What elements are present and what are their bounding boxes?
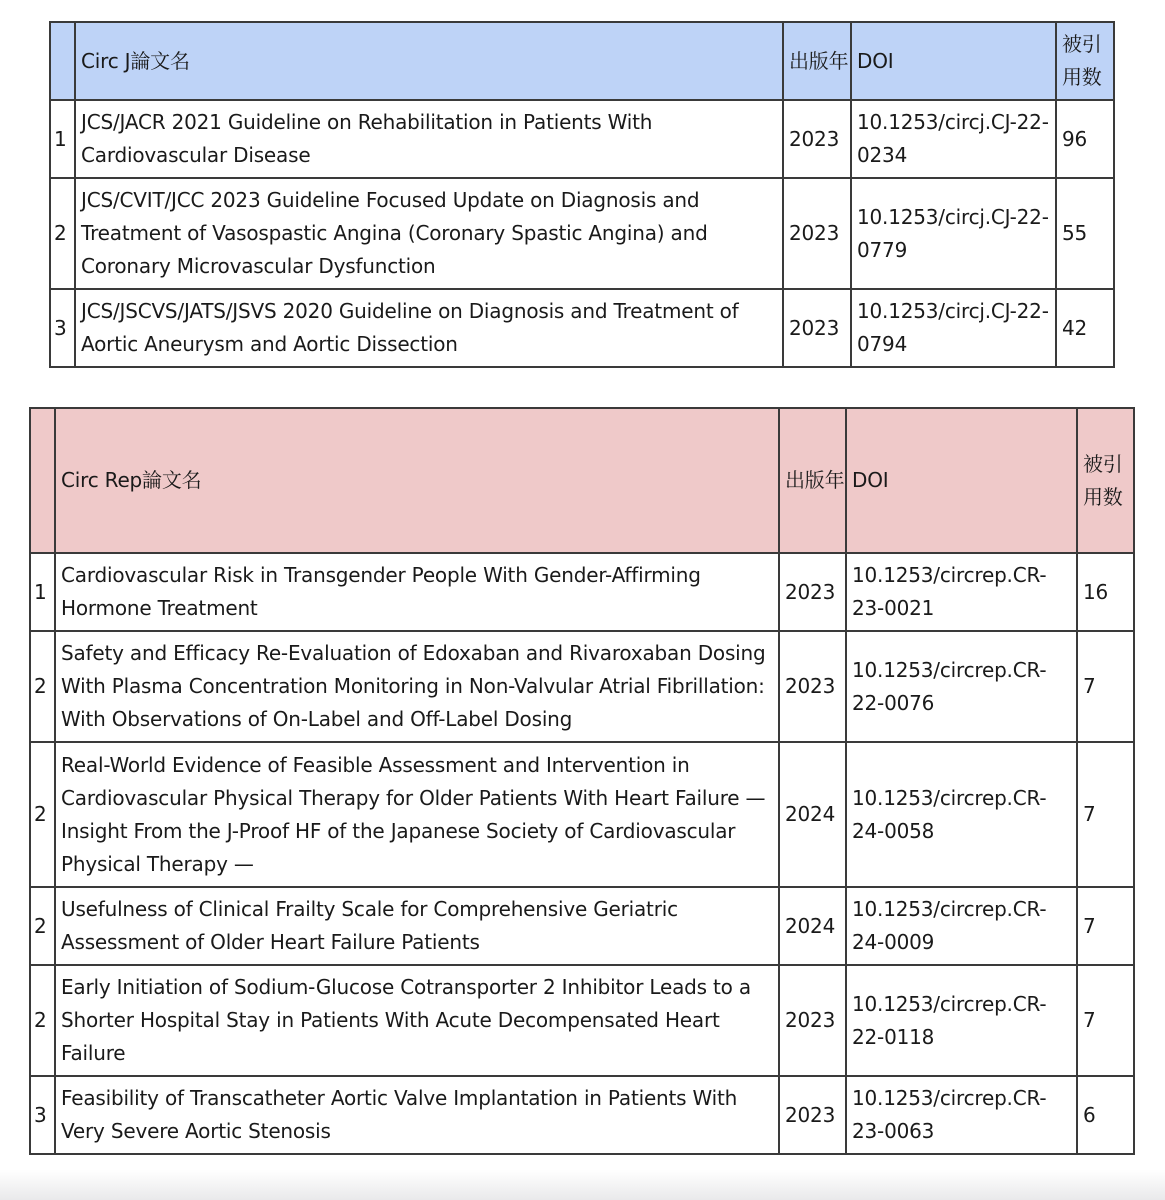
circ-rep-table (29, 407, 1135, 1155)
doi-cell: 10.1253/circrep.CR-24-0009 (846, 887, 1077, 965)
citations-cell: 7 (1077, 631, 1134, 742)
table-header-row (50, 22, 1114, 100)
doi-cell: 10.1253/circj.CJ-22-0794 (851, 289, 1056, 367)
doi-cell: 10.1253/circj.CJ-22-0234 (851, 100, 1056, 178)
table-row (50, 289, 1114, 367)
year-cell: 2023 (783, 178, 851, 289)
title-cell: JCS/CVIT/JCC 2023 Guideline Focused Update on Diagnosis and Treatment of Vasospastic Angina (Coronary Spastic Angina) and Coronary Microvascular Dysfunction (75, 178, 783, 289)
rank-cell: 2 (30, 965, 55, 1076)
rank-cell: 1 (50, 100, 75, 178)
rank-cell: 3 (30, 1076, 55, 1154)
rank-cell: 2 (30, 742, 55, 887)
doi-cell: 10.1253/circrep.CR-22-0118 (846, 965, 1077, 1076)
title-cell: Real-World Evidence of Feasible Assessment and Intervention in Cardiovascular Physical Therapy for Older Patients With Heart Failure — Insight From the J-Proof HF of the Japanese Society of Cardiovascular Physical Therapy — (55, 742, 779, 887)
citations-cell: 7 (1077, 887, 1134, 965)
doi-header: DOI (846, 408, 1077, 553)
doi-cell: 10.1253/circrep.CR-22-0076 (846, 631, 1077, 742)
citations-cell: 96 (1056, 100, 1114, 178)
year-cell: 2024 (779, 742, 846, 887)
citations-cell: 55 (1056, 178, 1114, 289)
year-cell: 2023 (783, 100, 851, 178)
rank-cell: 3 (50, 289, 75, 367)
year-cell: 2023 (779, 965, 846, 1076)
title-header: Circ Rep論文名 (55, 408, 779, 553)
rank-cell: 2 (50, 178, 75, 289)
bottom-edge-shadow (0, 1170, 1165, 1200)
title-cell: Feasibility of Transcatheter Aortic Valve Implantation in Patients With Very Severe Aortic Stenosis (55, 1076, 779, 1154)
title-cell: Usefulness of Clinical Frailty Scale for Comprehensive Geriatric Assessment of Older Heart Failure Patients (55, 887, 779, 965)
doi-cell: 10.1253/circrep.CR-24-0058 (846, 742, 1077, 887)
doi-header: DOI (851, 22, 1056, 100)
title-cell: JCS/JSCVS/JATS/JSVS 2020 Guideline on Diagnosis and Treatment of Aortic Aneurysm and Aortic Dissection (75, 289, 783, 367)
citations-header: 被引用数 (1077, 408, 1134, 553)
citations-cell: 7 (1077, 742, 1134, 887)
rank-cell: 2 (30, 887, 55, 965)
citations-cell: 16 (1077, 553, 1134, 631)
table-row (30, 887, 1134, 965)
index-header (50, 22, 75, 100)
year-cell: 2023 (779, 553, 846, 631)
citations-cell: 6 (1077, 1076, 1134, 1154)
rank-cell: 1 (30, 553, 55, 631)
rank-cell: 2 (30, 631, 55, 742)
circ-j-table (49, 21, 1115, 368)
title-cell: Safety and Efficacy Re-Evaluation of Edoxaban and Rivaroxaban Dosing With Plasma Concentration Monitoring in Non-Valvular Atrial Fibrillation: With Observations of On-Label and Off-Label Dosing (55, 631, 779, 742)
year-cell: 2023 (779, 631, 846, 742)
title-cell: JCS/JACR 2021 Guideline on Rehabilitation in Patients With Cardiovascular Disease (75, 100, 783, 178)
table-row (30, 1076, 1134, 1154)
year-cell: 2024 (779, 887, 846, 965)
title-header: Circ J論文名 (75, 22, 783, 100)
table-row (30, 742, 1134, 887)
year-header: 出版年 (783, 22, 851, 100)
citations-cell: 42 (1056, 289, 1114, 367)
table-row (30, 553, 1134, 631)
citations-header: 被引用数 (1056, 22, 1114, 100)
index-header (30, 408, 55, 553)
year-cell: 2023 (783, 289, 851, 367)
year-header: 出版年 (779, 408, 846, 553)
table-row (50, 178, 1114, 289)
year-cell: 2023 (779, 1076, 846, 1154)
table-row (30, 965, 1134, 1076)
citations-cell: 7 (1077, 965, 1134, 1076)
doi-cell: 10.1253/circrep.CR-23-0021 (846, 553, 1077, 631)
table-row (30, 631, 1134, 742)
doi-cell: 10.1253/circj.CJ-22-0779 (851, 178, 1056, 289)
title-cell: Cardiovascular Risk in Transgender People With Gender-Affirming Hormone Treatment (55, 553, 779, 631)
doi-cell: 10.1253/circrep.CR-23-0063 (846, 1076, 1077, 1154)
title-cell: Early Initiation of Sodium-Glucose Cotransporter 2 Inhibitor Leads to a Shorter Hospital Stay in Patients With Acute Decompensated Heart Failure (55, 965, 779, 1076)
table-header-row (30, 408, 1134, 553)
table-row (50, 100, 1114, 178)
